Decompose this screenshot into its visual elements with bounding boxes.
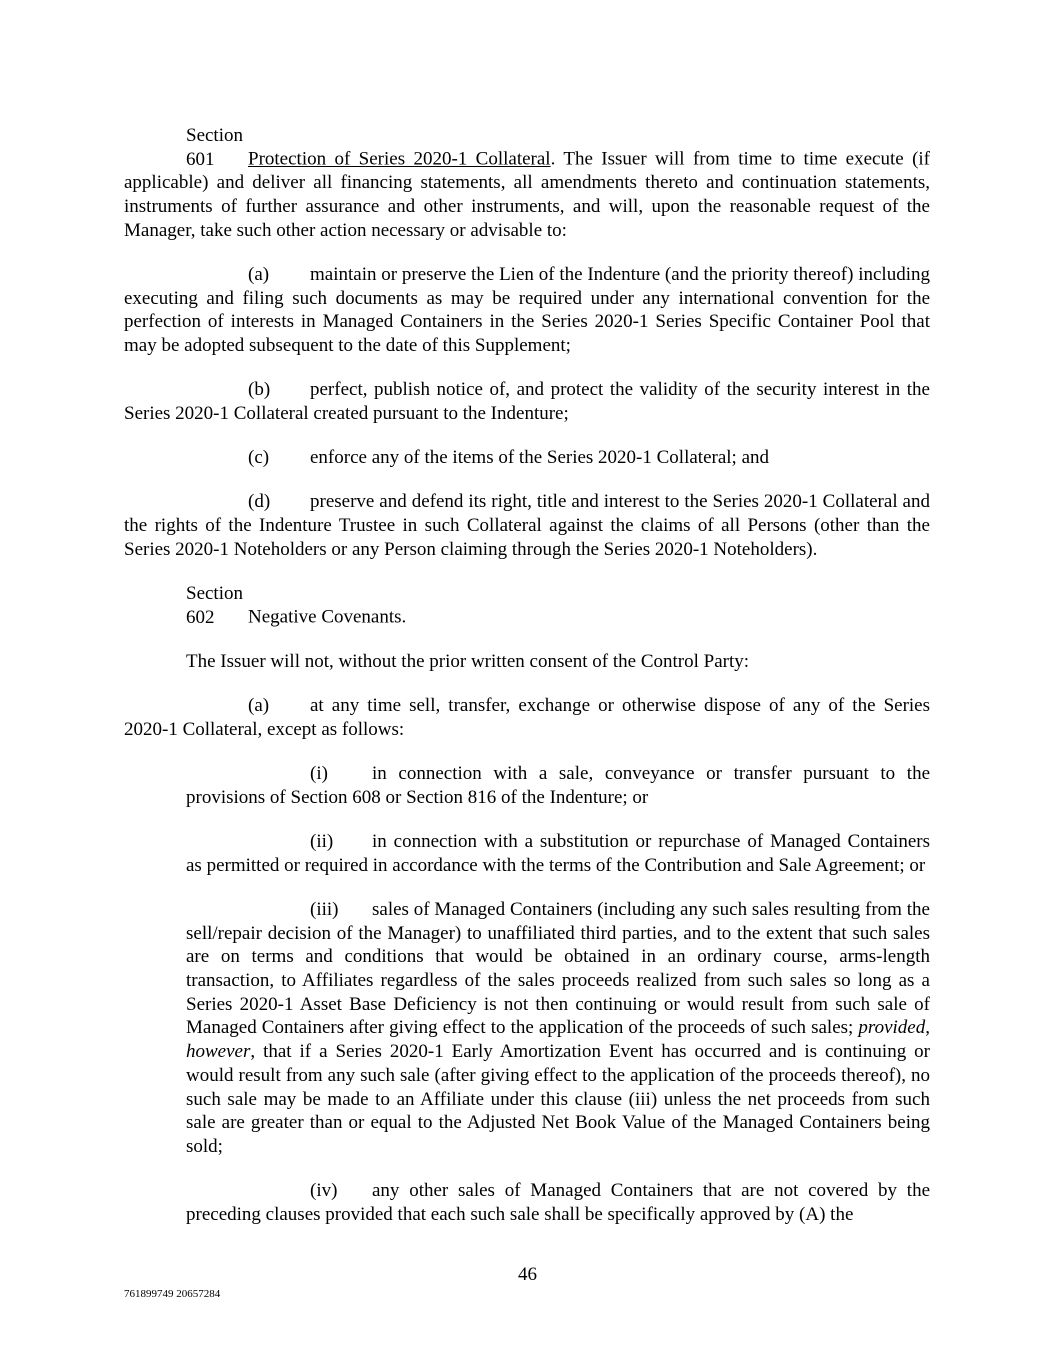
section-602-subitem-i: (i) in connection with a sale, conveyance or transfer pursuant to the provisions of Section 608 or Section 816 of the Indenture; or: [186, 763, 930, 808]
section-602-number: Section 602: [186, 583, 243, 628]
section-602-subitem-iii: (iii) sales of Managed Containers (including any such sales resulting from the sell/repair decision of the Manager) to unaffiliated third parties, and to the extent that such sales are on terms and conditions that would be obtained in an ordinary course, arms-length transaction, to Affiliates regardless of the sales proceeds realized from such sales so long as a Series 2020-1 Asset Base Deficiency is not then continuing or would result from such sale of Managed Containers after giving effect to the application of the proceeds of such sales; provided, however, that if a Series 2020-1 Early Amortization Event has occurred and is continuing or would result from any such sale (after giving effect to the application of the proceeds thereof), no such sale may be made to an Affiliate under this clause (iii) unless the net proceeds from such sale are greater than or equal to the Adjusted Net Book Value of the Managed Containers being sold;: [186, 898, 930, 1157]
page-number: 46: [518, 1264, 537, 1285]
section-601-item-a: (a) maintain or preserve the Lien of the Indenture (and the priority thereof) including executing and filing such documents as may be required under any international convention for the perfection of interests in Managed Containers in the Series 2020-1 Series Specific Container Pool that may be adopted subsequent to the date of this Supplement;: [124, 264, 930, 357]
section-602-item-a: (a) at any time sell, transfer, exchange or otherwise dispose of any of the Series 2020-1 Collateral, except as follows:: [124, 695, 930, 740]
section-602-heading: [124, 582, 930, 629]
section-602-subitem-ii: (ii) in connection with a substitution or repurchase of Managed Containers as permitted or required in accordance with the terms of the Contribution and Sale Agreement; or: [186, 830, 930, 876]
section-601-body: . The Issuer will from time to time execute (if applicable) and deliver all financing statements, all amendments thereto and continuation statements, instruments of further assurance and other instruments, and will, upon the reasonable request of the Manager, take such other action necessary or advisable to:: [124, 148, 930, 241]
section-602-title: Negative Covenants.: [248, 606, 407, 628]
section-601-item-c: (c) enforce any of the items of the Series 2020-1 Collateral; and: [248, 447, 770, 469]
section-601-paragraph: [124, 124, 930, 243]
section-601-title: Protection of Series 2020-1 Collateral: [248, 148, 551, 170]
section-601-number: Section 601: [186, 125, 243, 170]
section-601-item-b: (b) perfect, publish notice of, and protect the validity of the security interest in the Series 2020-1 Collateral created pursuant to the Indenture;: [124, 379, 930, 425]
section-601-item-d: (d) preserve and defend its right, title and interest to the Series 2020-1 Collateral and the rights of the Indenture Trustee in such Collateral against the claims of all Persons (other than the Series 2020-1 Noteholders or any Person claiming through the Series 2020-1 Noteholders).: [124, 491, 930, 560]
document-page: [124, 124, 930, 1227]
document-id: 761899749 20657284: [124, 1288, 221, 1300]
section-602-intro: The Issuer will not, without the prior written consent of the Control Party:: [186, 650, 750, 672]
section-602-subitem-iv: (iv) any other sales of Managed Containers that are not covered by the preceding clauses provided that each such sale shall be specifically approved by (A) the: [186, 1180, 930, 1225]
